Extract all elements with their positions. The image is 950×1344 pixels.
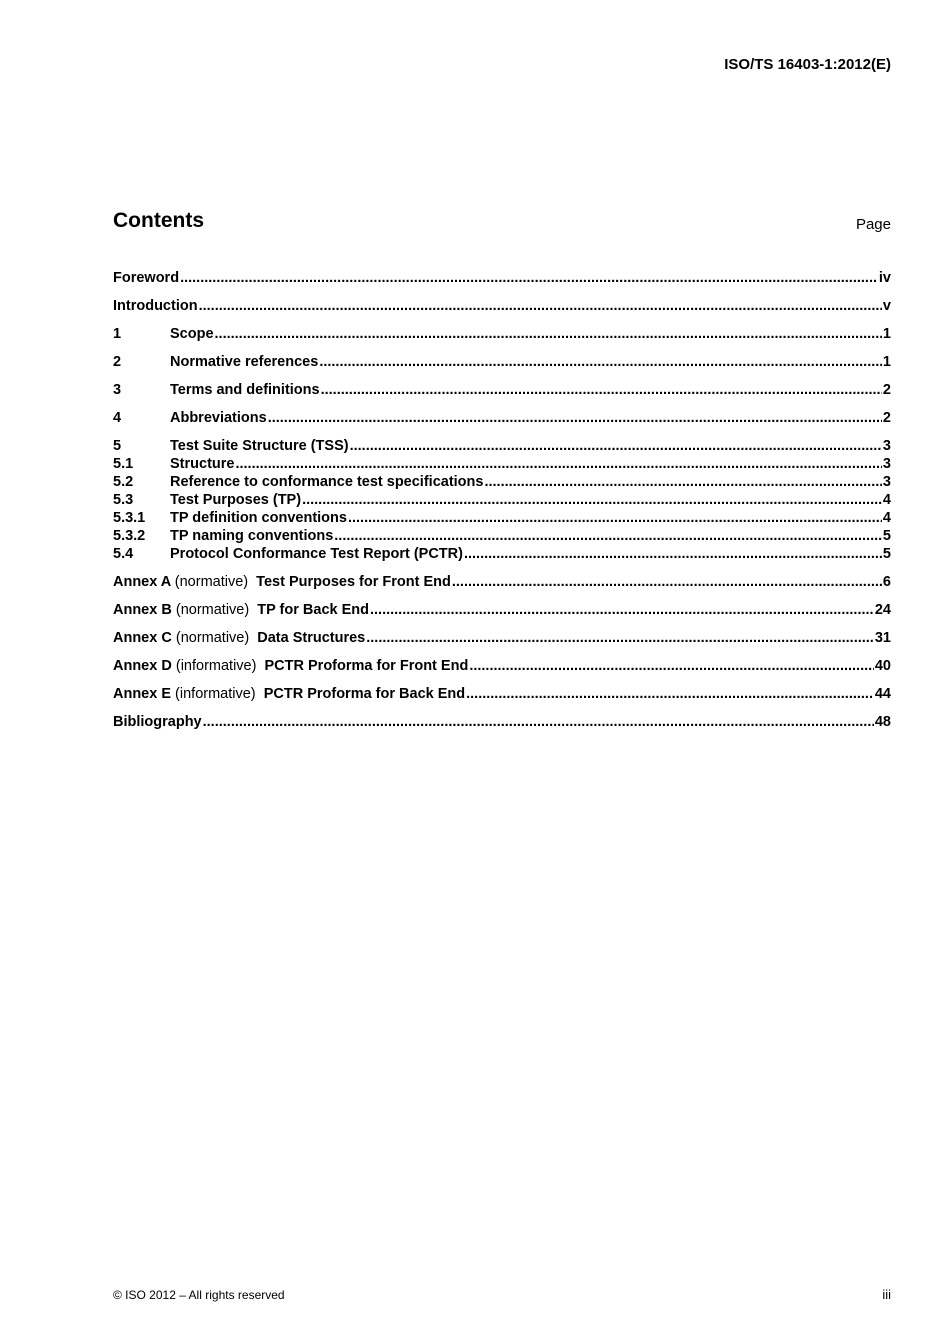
toc-leader-dots: [350, 437, 882, 455]
toc-leader-dots: [235, 455, 881, 473]
toc-leader-dots: [203, 713, 874, 731]
annex-title: PCTR Proforma for Back End: [263, 686, 466, 702]
annex-kind: (informative): [175, 658, 257, 674]
toc-leader-dots: [366, 629, 874, 647]
toc-entry-page: 4: [882, 492, 891, 508]
toc-entry-page: 3: [882, 438, 891, 454]
toc-entry-page: 3: [882, 456, 891, 472]
toc-leader-dots: [319, 353, 882, 371]
toc-entry-title: Introduction: [113, 298, 198, 314]
toc-leader-dots: [464, 545, 882, 563]
footer-page-number: iii: [882, 1287, 891, 1302]
toc-entry-page: 2: [882, 382, 891, 398]
toc-entry-test-purposes[interactable]: [113, 491, 891, 509]
toc-leader-dots: [302, 491, 882, 509]
toc-entry-test-suite-structure[interactable]: [113, 437, 891, 455]
toc-entry-number: 4: [113, 410, 122, 426]
toc-entry-title: Protocol Conformance Test Report (PCTR): [170, 546, 463, 562]
toc-entry-scope[interactable]: [113, 325, 891, 343]
annex-kind: (informative): [175, 686, 256, 702]
toc-entry-title: TP definition conventions: [170, 510, 347, 526]
toc-entry-normative-references[interactable]: [113, 353, 891, 371]
toc-entry-title: Structure: [170, 456, 235, 472]
annex-label: Annex D: [113, 658, 172, 674]
toc-entry-number: 5: [113, 438, 122, 454]
annex-label: Annex B: [113, 602, 172, 618]
toc-entry-page: 5: [882, 546, 891, 562]
toc-entry-annex-c[interactable]: [113, 629, 891, 647]
toc-entry-page: 48: [874, 714, 891, 730]
toc-entry-title: Test Suite Structure (TSS): [170, 438, 349, 454]
toc-entry-tp-definition-conventions[interactable]: [113, 509, 891, 527]
footer-copyright: © ISO 2012 – All rights reserved: [113, 1288, 285, 1302]
toc-leader-dots: [370, 601, 874, 619]
toc-leader-dots: [215, 325, 882, 343]
toc-entry-number: 5.1: [113, 456, 134, 472]
toc-leader-dots: [469, 657, 874, 675]
toc-entry-number: 5.2: [113, 474, 134, 490]
toc-entry-tp-naming-conventions[interactable]: [113, 527, 891, 545]
toc-entry-abbreviations[interactable]: [113, 409, 891, 427]
toc-entry-number: 5.4: [113, 546, 134, 562]
annex-kind: (normative): [174, 574, 249, 590]
toc-entry-page: 44: [874, 686, 891, 702]
toc-leader-dots: [466, 685, 874, 703]
toc-entry-title: Test Purposes (TP): [170, 492, 302, 508]
toc-entry-foreword[interactable]: [113, 269, 891, 287]
annex-kind: (normative): [175, 602, 250, 618]
annex-title: TP for Back End: [257, 602, 369, 618]
annex-kind: (normative): [175, 630, 250, 646]
toc-entry-title: Bibliography: [113, 714, 202, 730]
toc-entry-number: 5.3: [113, 492, 134, 508]
toc-entry-page: 31: [874, 630, 891, 646]
toc-entry-page: 6: [882, 574, 891, 590]
toc-leader-dots: [268, 409, 882, 427]
toc-entry-page: 24: [874, 602, 891, 618]
toc-entry-title: [113, 573, 451, 591]
toc-leader-dots: [321, 381, 882, 399]
document-id: ISO/TS 16403-1:2012(E): [724, 56, 891, 73]
toc-entry-number: 1: [113, 326, 122, 342]
toc-entry-page: 1: [882, 354, 891, 370]
annex-label: Annex C: [113, 630, 172, 646]
toc-entry-title: Foreword: [113, 270, 180, 286]
toc-leader-dots: [199, 297, 882, 315]
toc-entry-title: Terms and definitions: [170, 382, 320, 398]
toc-leader-dots: [348, 509, 882, 527]
toc-entry-pctr[interactable]: [113, 545, 891, 563]
toc-entry-title: Reference to conformance test specifications: [170, 474, 484, 490]
annex-title: Data Structures: [257, 630, 366, 646]
toc-entry-page: iv: [878, 270, 891, 286]
annex-label: Annex E: [113, 686, 172, 702]
annex-label: Annex A: [113, 574, 171, 590]
annex-title: PCTR Proforma for Front End: [264, 658, 469, 674]
toc-entry-title: Normative references: [170, 354, 319, 370]
toc-entry-annex-b[interactable]: [113, 601, 891, 619]
toc-entry-title: [113, 685, 465, 703]
toc-entry-title: [113, 657, 468, 675]
toc-entry-annex-d[interactable]: [113, 657, 891, 675]
toc-entry-reference-conformance[interactable]: [113, 473, 891, 491]
toc-entry-number: 5.3.1: [113, 510, 146, 526]
toc-entry-title: Abbreviations: [170, 410, 267, 426]
page-column-label: Page: [855, 216, 891, 233]
toc-entry-page: 3: [882, 474, 891, 490]
toc-entry-number: 2: [113, 354, 122, 370]
toc-entry-page: 4: [882, 510, 891, 526]
toc-leader-dots: [452, 573, 882, 591]
table-of-contents: [113, 262, 891, 730]
toc-entry-annex-e[interactable]: [113, 685, 891, 703]
contents-title: Contents: [113, 209, 204, 232]
toc-entry-bibliography[interactable]: [113, 713, 891, 731]
toc-entry-title: Scope: [170, 326, 214, 342]
annex-title: Test Purposes for Front End: [256, 574, 451, 590]
toc-entry-structure[interactable]: [113, 455, 891, 473]
toc-leader-dots: [484, 473, 881, 491]
toc-entry-annex-a[interactable]: [113, 573, 891, 591]
toc-entry-title: [113, 601, 369, 619]
toc-entry-number: 3: [113, 382, 122, 398]
toc-entry-number: 5.3.2: [113, 528, 146, 544]
toc-leader-dots: [180, 269, 878, 287]
toc-entry-terms-and-definitions[interactable]: [113, 381, 891, 399]
toc-entry-page: 5: [882, 528, 891, 544]
toc-leader-dots: [334, 527, 882, 545]
toc-entry-page: 40: [874, 658, 891, 674]
toc-entry-page: 1: [882, 326, 891, 342]
toc-entry-title: [113, 629, 365, 647]
toc-entry-page: v: [882, 298, 891, 314]
toc-entry-page: 2: [882, 410, 891, 426]
toc-entry-title: TP naming conventions: [170, 528, 334, 544]
toc-entry-introduction[interactable]: [113, 297, 891, 315]
